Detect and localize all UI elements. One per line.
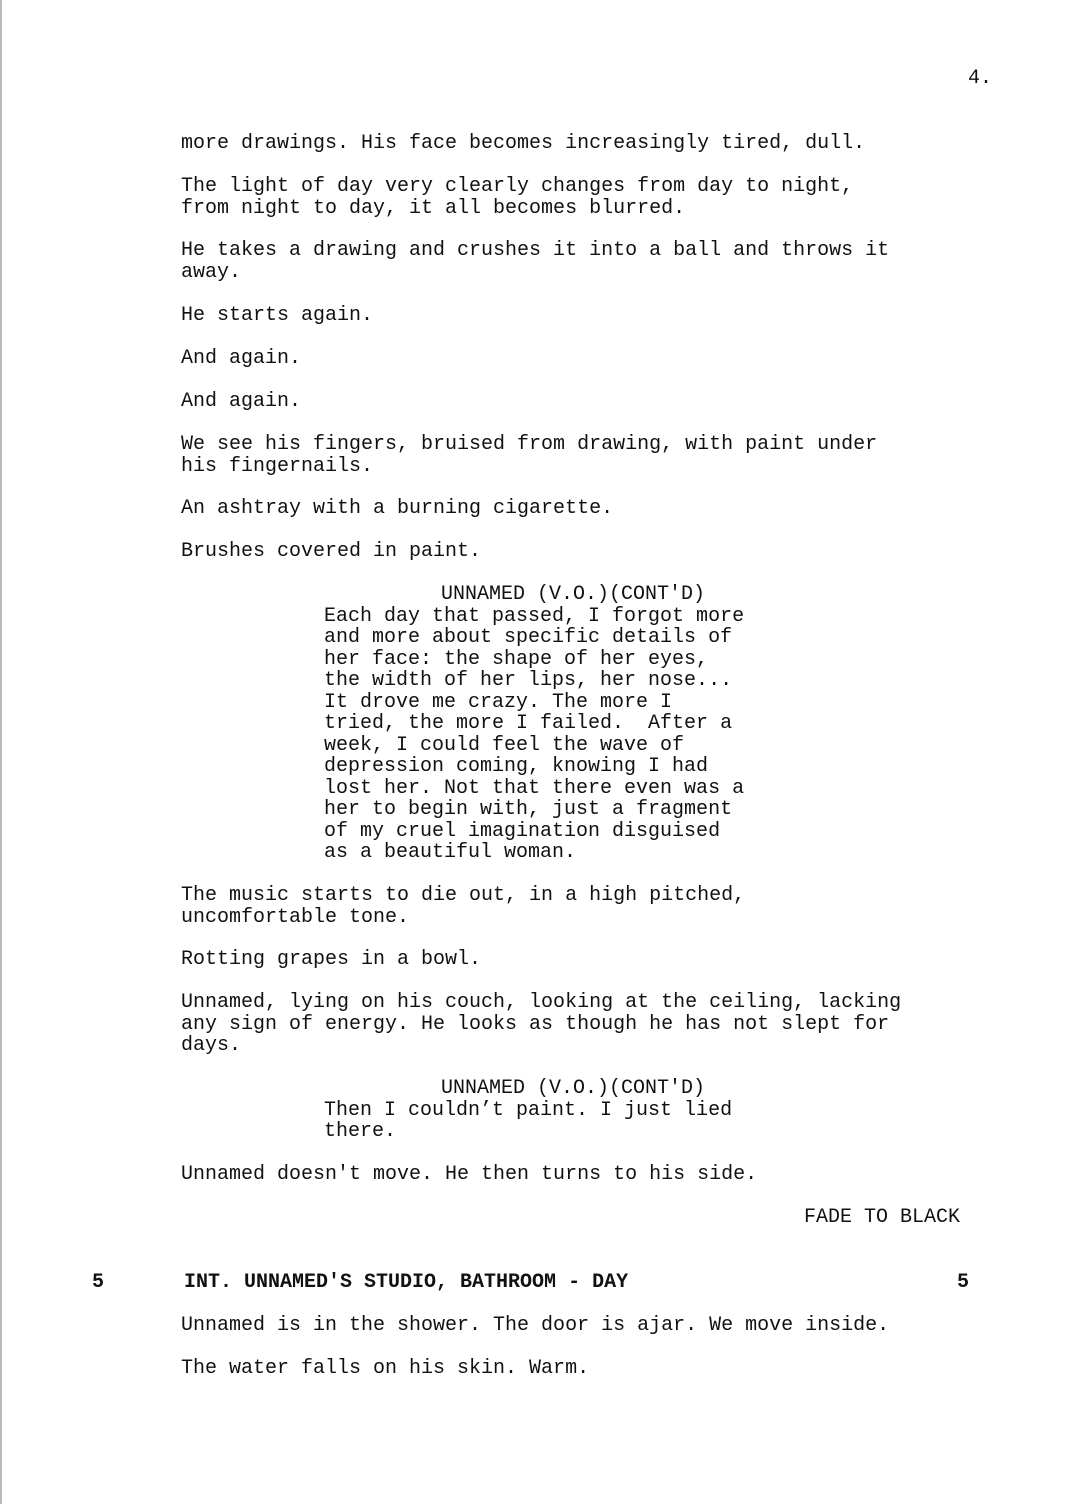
action-line: And again. — [181, 390, 302, 413]
transition: FADE TO BLACK — [803, 1206, 960, 1229]
action-line: The light of day very clearly changes from day to night, — [181, 175, 854, 198]
action-line: An ashtray with a burning cigarette. — [181, 497, 614, 520]
action-line: days. — [181, 1034, 242, 1057]
scene-number-right: 5 — [957, 1271, 970, 1294]
dialogue-line: as a beautiful woman. — [324, 841, 577, 864]
action-line: Unnamed is in the shower. The door is ajar. We move inside. — [181, 1314, 890, 1337]
dialogue-line: tried, the more I failed. After a — [324, 712, 733, 735]
dialogue-line: her to begin with, just a fragment — [324, 798, 733, 821]
action-line: The music starts to die out, in a high pitched, — [181, 884, 746, 907]
action-line: Unnamed doesn't move. He then turns to his side. — [181, 1163, 758, 1186]
action-line: away. — [181, 260, 242, 284]
action-line: any sign of energy. He looks as though he has not slept for — [181, 1012, 890, 1036]
page-left-edge — [0, 0, 2, 1504]
action-line: from night to day, it all becomes blurred. — [181, 196, 686, 220]
dialogue-line: Each day that passed, I forgot more — [324, 604, 745, 628]
dialogue-line: lost her. Not that there even was a — [324, 776, 745, 800]
action-line: his fingernails. — [181, 454, 374, 478]
action-line: more drawings. His face becomes increasingly tired, dull. — [181, 132, 866, 155]
scene-number-left: 5 — [92, 1271, 105, 1294]
dialogue-line: and more about specific details of — [324, 626, 733, 649]
action-line: He starts again. — [181, 304, 374, 327]
character-name: UNNAMED (V.O.)(CONT'D) — [441, 583, 706, 606]
action-line: We see his fingers, bruised from drawing, with paint under — [181, 433, 878, 456]
dialogue-line: of my cruel imagination disguised — [324, 819, 721, 843]
dialogue-line: the width of her lips, her nose... — [324, 669, 733, 692]
action-line: The water falls on his skin. Warm. — [181, 1357, 590, 1380]
page-number: 4. — [967, 67, 992, 90]
action-line: And again. — [181, 347, 302, 370]
character-name: UNNAMED (V.O.)(CONT'D) — [441, 1077, 706, 1100]
dialogue-line: her face: the shape of her eyes, — [324, 647, 709, 671]
dialogue-line: week, I could feel the wave of — [324, 733, 685, 757]
scene-heading: INT. UNNAMED'S STUDIO, BATHROOM - DAY — [184, 1271, 629, 1294]
action-line: Unnamed, lying on his couch, looking at the ceiling, lacking — [181, 991, 902, 1014]
action-line: Brushes covered in paint. — [181, 540, 482, 563]
dialogue-line: Then I couldn’t paint. I just lied — [324, 1098, 733, 1122]
dialogue-line: depression coming, knowing I had — [324, 755, 709, 778]
dialogue-line: there. — [324, 1120, 397, 1143]
dialogue-line: It drove me crazy. The more I — [324, 690, 673, 714]
action-line: uncomfortable tone. — [181, 905, 410, 929]
action-line: Rotting grapes in a bowl. — [181, 948, 482, 971]
action-line: He takes a drawing and crushes it into a ball and throws it — [181, 239, 890, 262]
